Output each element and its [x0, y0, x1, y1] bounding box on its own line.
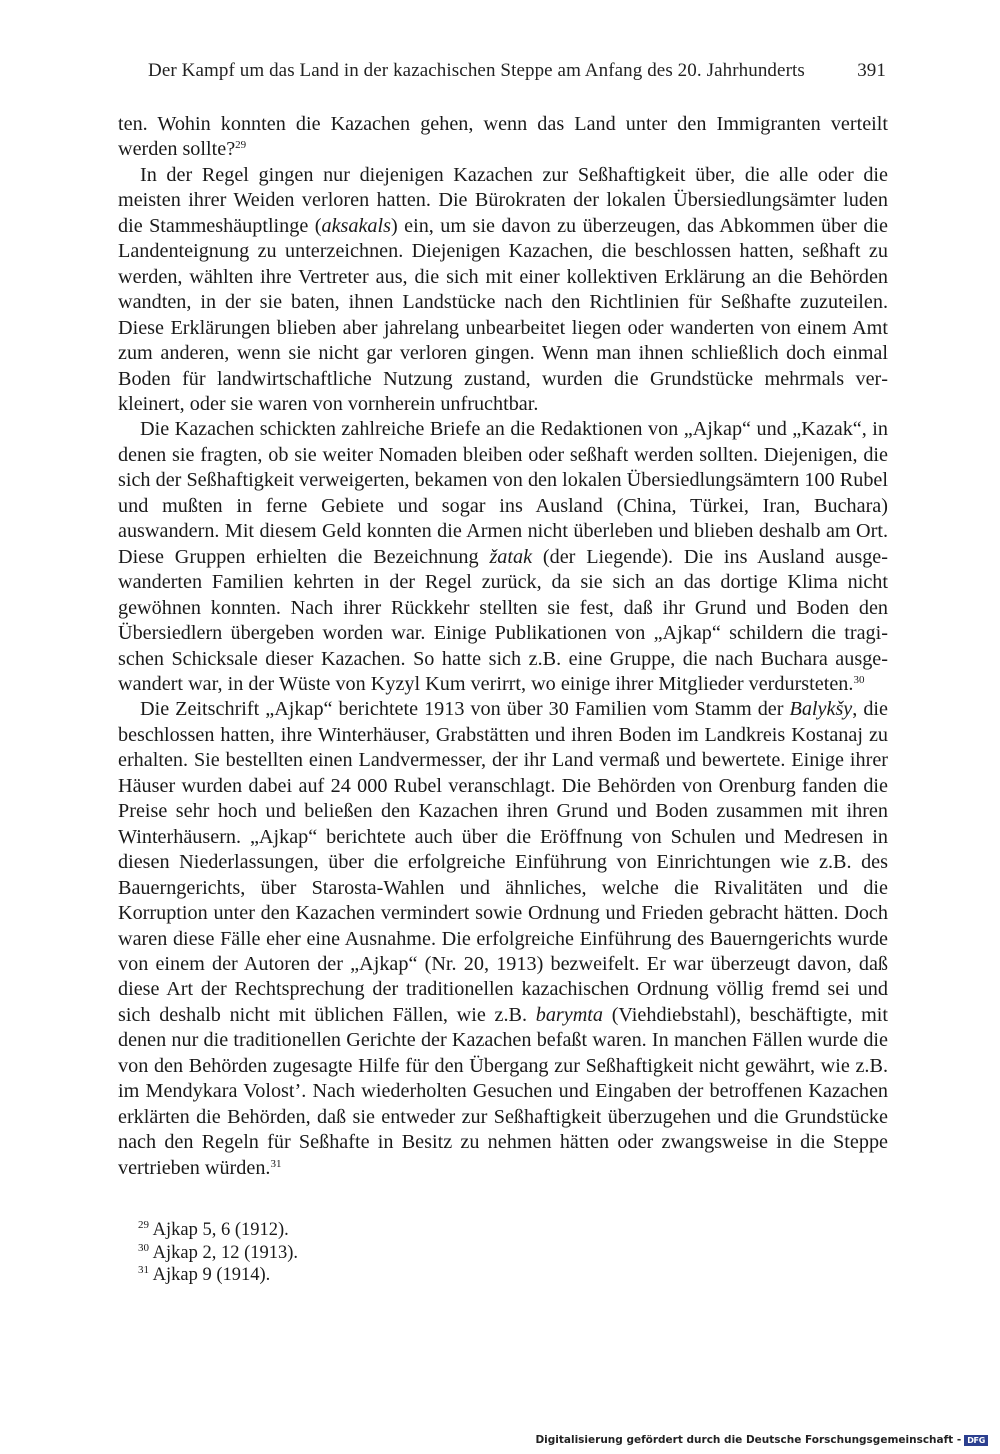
- page-number: 391: [857, 60, 886, 81]
- footnote: $^{29}$ Ajkap 5, 6 (1912).: [138, 1219, 289, 1240]
- footnote: $^{30}$ Ajkap 2, 12 (1913).: [138, 1241, 299, 1263]
- italic-term: aksakals: [321, 214, 391, 237]
- footnote-ref: 30: [853, 673, 865, 686]
- credit-text: Digitalisierung gefördert durch die Deutsche Forschungsgemeinschaft -: [535, 1434, 962, 1446]
- footnote: $^{31}$ Ajkap 9 (1914).: [138, 1264, 271, 1285]
- paragraph: Die Kazachen schickten zahlreiche Briefe an die Redaktionen von „Ajkap“ und „Kazak“, in denen sie fragten, ob sie weiter Nomaden bleiben oder seßhaft werden sollten. Diejenigen, die sich der Seßhaftigkeit verweigerten, bekamen von den lokalen Übersiedlungsämtern 100 Rubel und mußten in ferne Gebiete und sogar ins Ausland (China, Türkei, Iran, Buchara) auswandern. Mit diesem Geld konnten die Armen nicht überleben und blieben deshalb am Ort. Diese Gruppen erhielten die Bezeichnung žatak (der Liegende). Die ins Ausland ausgewanderten Familien kehrten in der Regel zurück, da sie sich an das dortige Klima nicht gewöhnen konnten. Nach ihrer Rückkehr stellten sie fest, daß ihr Grund und Boden den Übersiedlern übergeben worden war. Einige Publikationen von „Ajkap“ schildern die tragischen Schicksale dieser Kazachen. So hatte sich z.B. eine Gruppe, die nach Buchara ausgewandert war, in der Wüste von Kyzyl Kum verirrt, wo einige ihrer Mitglieder verdursteten.$^{30}$: [118, 418, 889, 695]
- italic-term: barymta: [535, 1003, 604, 1026]
- italic-term: žatak: [489, 545, 533, 568]
- footnote-ref: 29: [235, 139, 247, 152]
- paragraph: In der Regel gingen nur diejenigen Kazachen zur Seßhaftigkeit über, die alle oder die meisten ihrer Weiden verloren hatten. Die Bürokraten der lokalen Übersiedlungsämter luden die Stammeshäuptlinge (aksakals) ein, um sie davon zu überzeugen, das Abkommen über die Landenteignung zu unterzeichnen. Diejenigen Kazachen, die beschlossen hatten, seßhaft zu werden, wählten ihre Vertreter aus, die sich mit einer kollektiven Erklärung an die Behörden wandten, in der sie baten, ihnen Landstücke nach den Richtlinien für Seßhafte zuzuteilen. Diese Erklärungen blieben aber jahrelang unbearbeitet liegen oder wanderten von einem Amt zum anderen, wenn sie nicht gar verloren gingen. Wenn man ihnen schließlich doch einmal Boden für landwirtschaftliche Nutzung zustand, wurden die Grundstücke mehrmals verkleinert, oder sie waren von vornherein unfruchtbar.: [118, 163, 888, 415]
- running-header: [148, 60, 886, 82]
- paragraph: ten. Wohin konnten die Kazachen gehen, wenn das Land unter den Immigranten verteilt werden sollte?$^{29}$: [118, 113, 888, 161]
- italic-term: Balykšy: [789, 698, 853, 721]
- footnote-ref: 31: [270, 1157, 282, 1170]
- body-text: [118, 112, 888, 1181]
- footnotes: [138, 1219, 538, 1287]
- paragraph: Die Zeitschrift „Ajkap“ berichtete 1913 von über 30 Familien vom Stamm der Balykšy, die beschlossen hatten, ihre Winterhäuser, Grabstätten und ihren Boden im Landkreis Kostanaj zu erhalten. Sie bestellten einen Landvermesser, der ihr Land vermaß und bewertete. Einige ihrer Häuser wurden dabei auf 24 000 Rubel veranschlagt. Die Behörden von Orenburg fanden die Preise sehr hoch und beließen den Kazachen ihren Grund und Boden zusammen mit ihren Winterhäusern. „Ajkap“ berichtete auch über die Eröffnung von Schulen und Medresen in diesen Niederlassungen, über die erfolgreiche Einführung von Einrichtungen wie z.B. des Bauerngerichts, über Starosta-Wahlen und ähnliches, welche die Rivalitäten und die Korruption unter den Kazachen vermindert sowie Ordnung und Frieden gebracht hätten. Doch waren diese Fälle eher eine Ausnahme. Die erfolgreiche Einführung des Bauerngerichts wurde von einem der Autoren der „Ajkap“ (Nr. 20, 1913) bezweifelt. Er war überzeugt davon, daß diese Art der Rechtsprechung der traditionellen kazachischen Ordnung völlig fremd sei und sich deshalb nicht mit üblichen Fällen, wie z.B. barymta (Viehdiebstahl), beschäftigte, mit denen nur die traditionellen Gerichte der Kazachen befaßt waren. In manchen Fällen wurde die von den Behörden zugesagte Hilfe für den Übergang zur Seßhaftigkeit nicht gewährt, wie z.B. im Mendykara Volost’. Nach wiederholten Gesuchen und Eingaben der betroffenen Kazachen erklärten die Behörden, daß sie entweder zur Seßhaftigkeit überzugehen und die Grundstücke nach den Regeln für Seßhafte in Besitz zu nehmen hätten oder zwangsweise in die Steppe vertrieben würden.$^{31}$: [118, 698, 888, 1179]
- digitization-credit: [535, 1434, 988, 1446]
- running-title: Der Kampf um das Land in der kazachischen Steppe am Anfang des 20. Jahrhunderts: [148, 60, 805, 81]
- dfg-logo-icon: DFG: [964, 1435, 988, 1446]
